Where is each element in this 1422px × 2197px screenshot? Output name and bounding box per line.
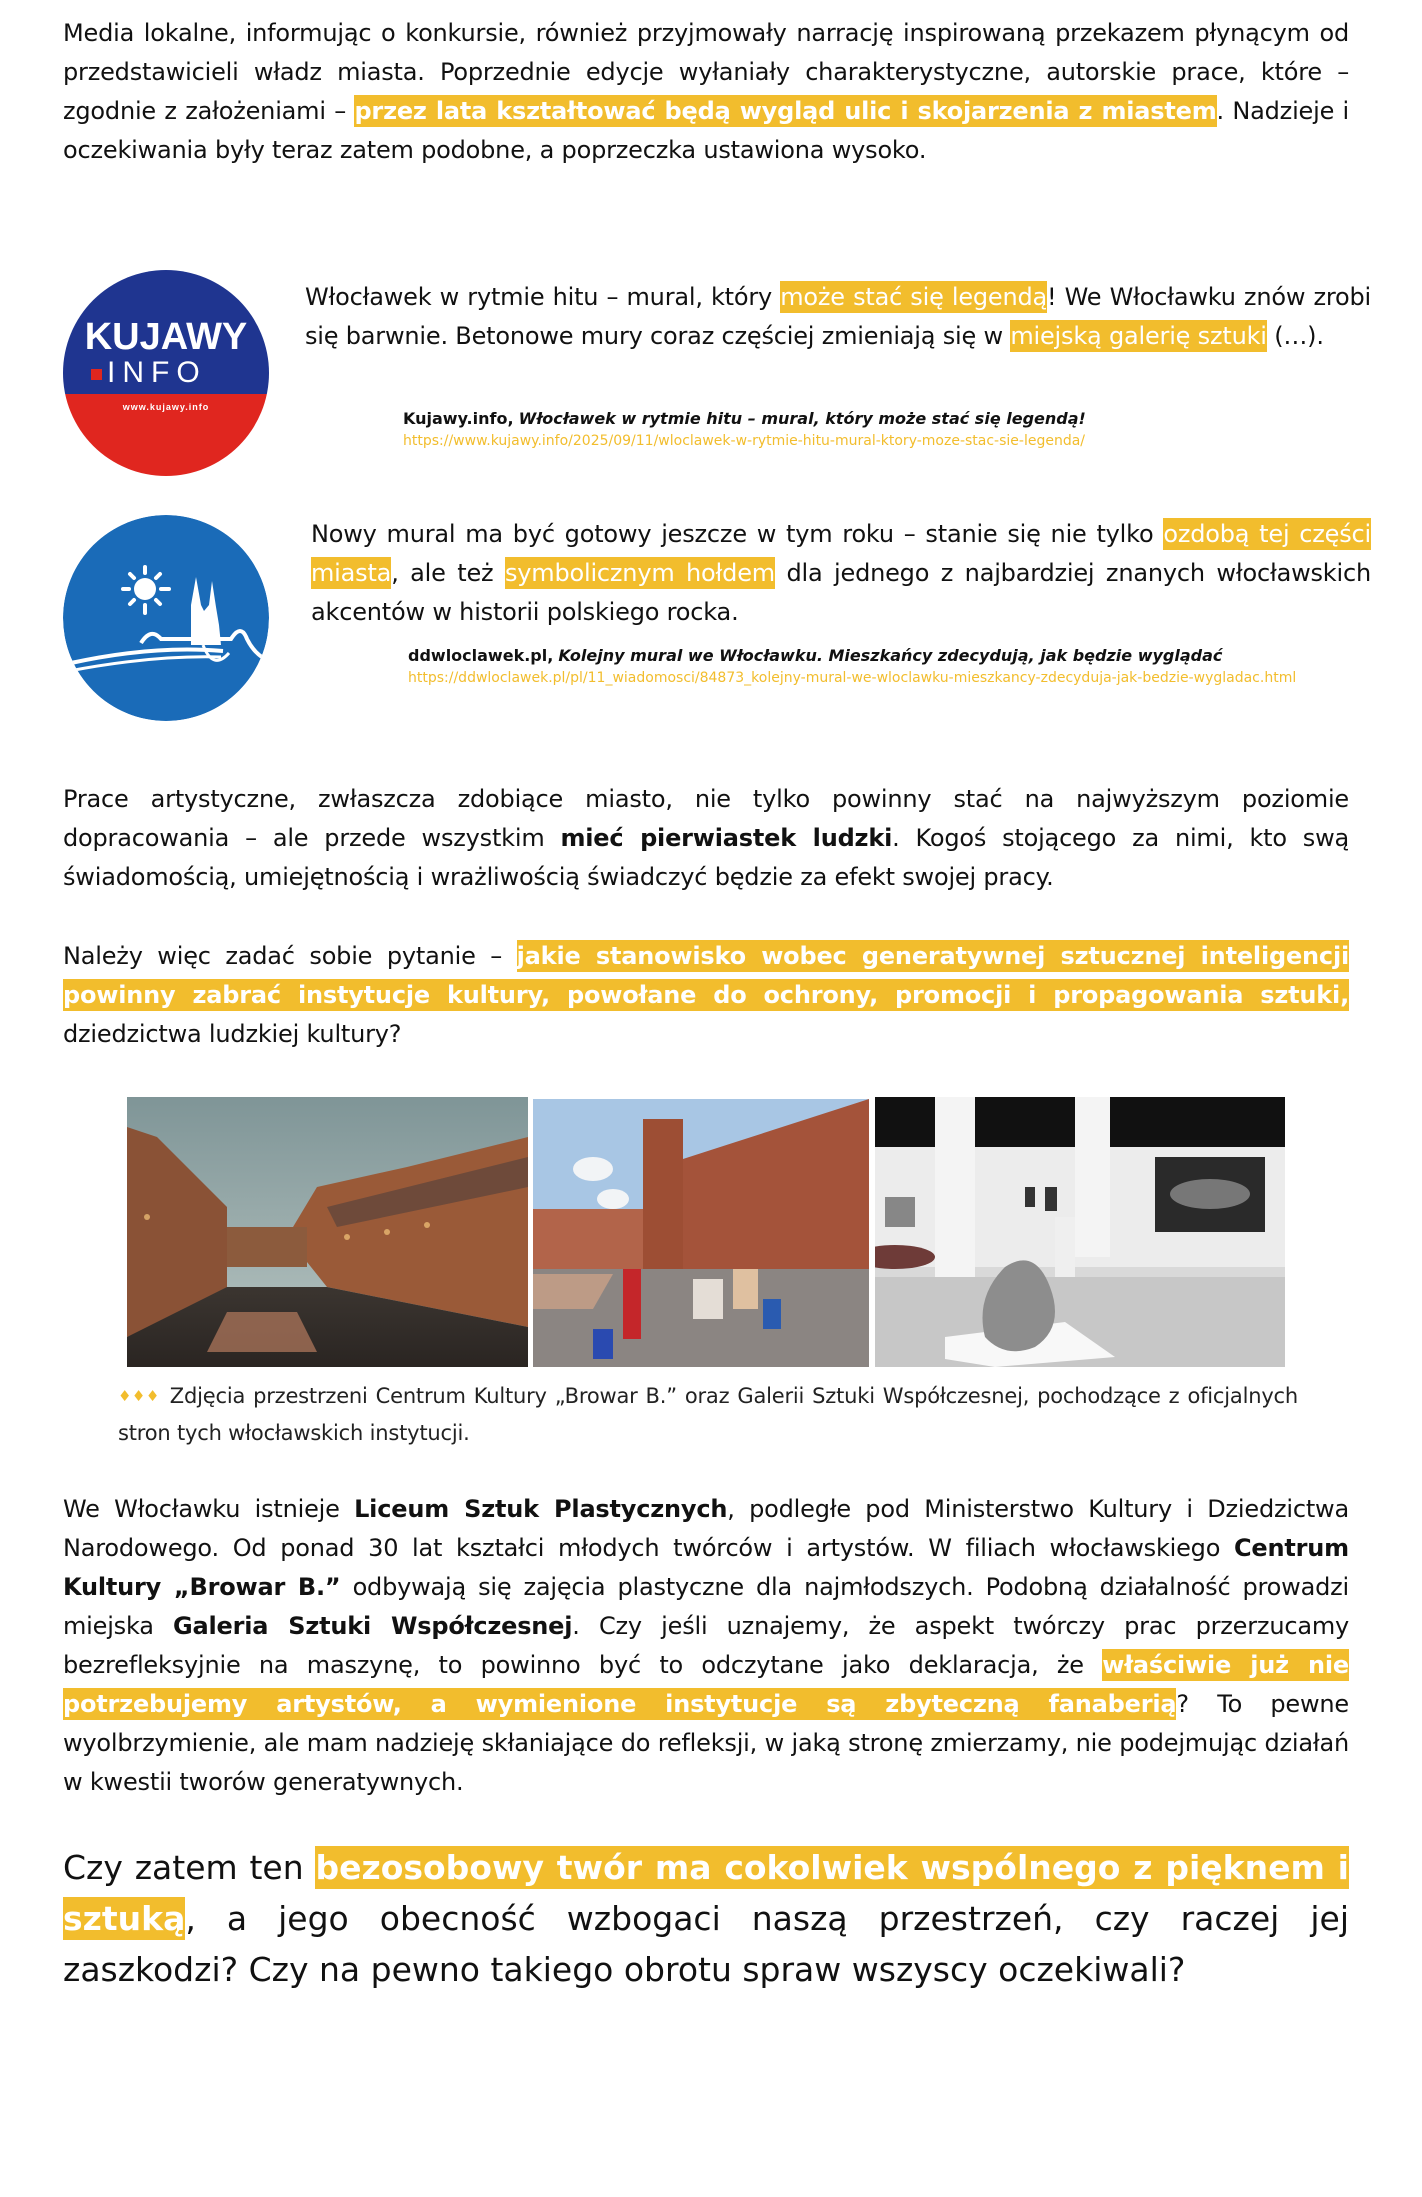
logo-info: INFO xyxy=(107,356,207,389)
diamond-bullet-icon: ♦♦♦ xyxy=(118,1387,160,1405)
citation-url-link[interactable]: https://www.kujawy.info/2025/09/11/wloclawek-w-rytmie-hitu-mural-ktory-moze-stac-sie-legenda/ xyxy=(403,433,1086,449)
citation xyxy=(408,645,1308,689)
highlighted-text: jakie stanowisko wobec generatywnej sztucznej inteligencji powinny zabrać instytucje kultury, powołane do ochrony, promocji i propagowania sztuki, xyxy=(63,942,1349,1009)
intro-paragraph xyxy=(63,14,1349,170)
ddwloclawek-logo-icon xyxy=(63,515,269,721)
browar-b-courtyard-photo xyxy=(127,1097,528,1367)
highlighted-text: symbolicznym hołdem xyxy=(504,559,775,587)
bold-text: mieć pierwiastek ludzki xyxy=(560,824,893,852)
photo-caption xyxy=(118,1378,1298,1452)
text-run: odbywają się zajęcia plastyczne dla najmłodszych. Podobną działalność prowadzi miejska xyxy=(63,1573,1349,1640)
logo-word: KUJAWY xyxy=(84,316,248,358)
text-run: Nowy mural ma być gotowy jeszcze w tym roku – stanie się nie tylko xyxy=(311,520,1164,548)
text-run: , podległe pod Ministerstwo Kultury i Dziedzictwa Narodowego. Od ponad 30 lat kształci młodych twórców i artystów. W filiach włocławskiego xyxy=(63,1495,1349,1562)
bold-text: Liceum Sztuk Plastycznych xyxy=(354,1495,728,1523)
text-run: Prace artystyczne, zwłaszcza zdobiące miasto, nie tylko powinny stać na najwyższym poziomie dopracowania – ale przede wszystkim xyxy=(63,785,1349,852)
highlighted-text: przez lata kształtować będą wygląd ulic i skojarzenia z miastem xyxy=(354,97,1217,125)
highlighted-text: bezosobowy twór ma cokolwiek wspólnego z pięknem i sztuką xyxy=(63,1848,1349,1938)
kujawy-info-logo-icon xyxy=(63,270,269,476)
question-paragraph xyxy=(63,937,1349,1054)
text-run: . Czy jeśli uznajemy, że aspekt twórczy prac przerzucamy bezrefleksyjnie na maszynę, to powinno być to odczytane jako deklaracja, że xyxy=(63,1612,1350,1679)
citation-url-link[interactable]: https://ddwloclawek.pl/pl/11_wiadomosci/84873_kolejny-mural-we-wloclawku-mieszkancy-zdecyduja-jak-bedzie-wygladac.html xyxy=(408,670,1297,686)
browar-b-painting-class-photo xyxy=(533,1099,869,1367)
prace-paragraph xyxy=(63,780,1349,897)
text-run: (…). xyxy=(1266,322,1324,350)
citation-title: Kolejny mural we Włocławku. Mieszkańcy zdecydują, jak będzie wyglądać xyxy=(558,646,1223,665)
text-run: . Kogoś stojącego za nimi, kto swą świadomością, umiejętnością i wrażliwością świadczyć będzie za efekt swojej pracy. xyxy=(63,824,1350,891)
text-run: Media lokalne, informując o konkursie, również przyjmowały narrację inspirowaną przekazem płynącym od przedstawicieli władz miasta. Poprzednie edycje wyłaniały charakterystyczne, autorskie prace, które – zgodnie z założeniami – xyxy=(63,19,1349,125)
caption-text: Zdjęcia przestrzeni Centrum Kultury „Browar B.” oraz Galerii Sztuki Współczesnej, pochodzące z oficjalnych stron tych włocławskich instytucji. xyxy=(118,1384,1299,1445)
citation xyxy=(403,408,1303,452)
quote-kujawy-info xyxy=(63,270,1371,480)
quote-text xyxy=(305,278,1371,356)
quote-ddwloclawek xyxy=(63,515,1372,735)
text-run: Należy więc zadać sobie pytanie – xyxy=(63,942,517,970)
citation-title: Włocławek w rytmie hitu – mural, który może stać się legendą! xyxy=(518,409,1086,428)
text-run: dla jednego z najbardziej znanych włocławskich akcentów w historii polskiego rocka. xyxy=(311,559,1371,626)
text-run: ? To pewne wyolbrzymienie, ale mam nadzieję skłaniające do refleksji, w jaką stronę zmierzamy, nie podejmując działań w kwestii tworów generatywnych. xyxy=(63,1690,1349,1796)
text-run: Czy zatem ten xyxy=(63,1848,316,1887)
text-run: We Włocławku istnieje xyxy=(63,1495,355,1523)
text-run: ! We Włocławku znów zrobi się barwnie. Betonowe mury coraz częściej zmieniają się w xyxy=(305,283,1371,350)
bold-text: Galeria Sztuki Współczesnej xyxy=(173,1612,573,1640)
closing-question xyxy=(63,1842,1349,1995)
bold-text: Centrum Kultury „Browar B.” xyxy=(63,1534,1349,1601)
highlighted-text: może stać się legendą xyxy=(780,283,1048,311)
text-run: Włocławek w rytmie hitu – mural, który xyxy=(305,283,781,311)
logo-url: www.kujawy.info xyxy=(122,402,210,412)
text-run: . Nadzieje i oczekiwania były teraz zatem podobne, a poprzeczka ustawiona wysoko. xyxy=(63,97,1350,164)
text-run: , a jego obecność wzbogaci naszą przestrzeń, czy raczej jej zaszkodzi? Czy na pewno takiego obrotu spraw wszyscy oczekiwali? xyxy=(63,1899,1349,1989)
institutions-paragraph xyxy=(63,1490,1349,1802)
highlighted-text: właściwie już nie potrzebujemy artystów, a wymienione instytucje są zbyteczną fanaberią xyxy=(63,1651,1350,1718)
citation-source: ddwloclawek.pl, xyxy=(408,646,554,665)
highlighted-text: ozdobą tej części miasta xyxy=(311,520,1372,587)
text-run: dziedzictwa ludzkiej kultury? xyxy=(63,1020,402,1048)
quote-text xyxy=(311,515,1371,632)
citation-source: Kujawy.info, xyxy=(403,409,514,428)
highlighted-text: miejską galerię sztuki xyxy=(1010,322,1267,350)
text-run: , ale też xyxy=(391,559,505,587)
galeria-sztuki-wspolczesnej-photo xyxy=(875,1097,1285,1367)
